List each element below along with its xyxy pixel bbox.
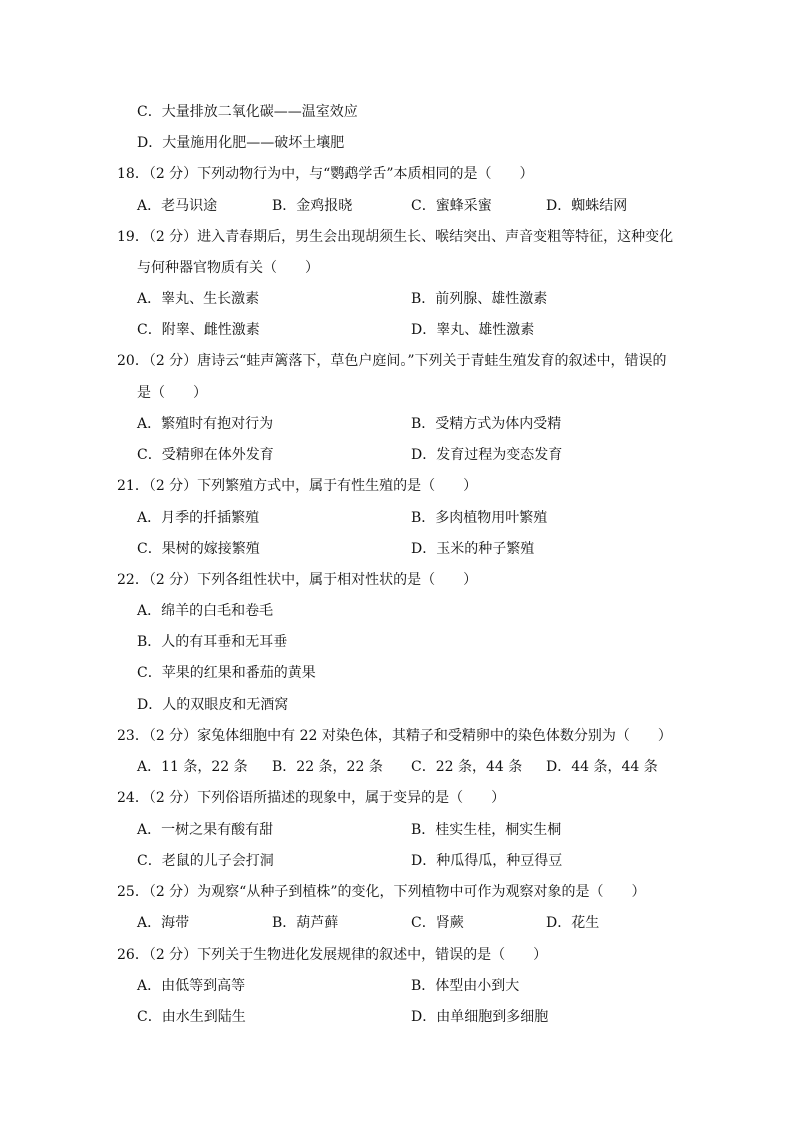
q21-option-a: A．月季的扦插繁殖 (137, 510, 260, 526)
q25-option-d: D．花生 (546, 915, 600, 931)
q20-option-b: B．受精方式为体内受精 (411, 416, 562, 432)
q23-option-c: C．22 条，44 条 (411, 759, 523, 775)
q20-stem-line1: 20．（2 分）唐诗云“蛙声篱落下，草色户庭间。”下列关于青蛙生殖发育的叙述中，错误的 (117, 353, 667, 369)
q25-option-b: B．葫芦藓 (272, 915, 339, 931)
q26-option-b: B．体型由小到大 (411, 978, 520, 994)
q24-option-c: C．老鼠的儿子会打洞 (137, 853, 274, 869)
q18-option-c: C．蜜蜂采蜜 (411, 198, 492, 214)
q20-option-a: A．繁殖时有抱对行为 (137, 416, 274, 432)
q20-stem-line2: 是（ ） (137, 385, 207, 401)
q25-option-c: C．肾蕨 (411, 915, 464, 931)
q18-option-d: D．蜘蛛结网 (546, 198, 628, 214)
q19-stem-line2: 与何种器官物质有关（ ） (137, 260, 319, 276)
q24-option-d: D．种瓜得瓜，种豆得豆 (411, 853, 563, 869)
q20-option-c: C．受精卵在体外发育 (137, 447, 274, 463)
q19-option-d: D．睾丸、雄性激素 (411, 322, 535, 338)
q26-option-a: A．由低等到高等 (137, 978, 246, 994)
q22-option-d: D．人的双眼皮和无酒窝 (137, 697, 289, 713)
q23-option-b: B．22 条，22 条 (272, 759, 383, 775)
q19-option-a: A．睾丸、生长激素 (137, 291, 260, 307)
q23-option-a: A．11 条，22 条 (137, 759, 248, 775)
q19-option-b: B．前列腺、雄性激素 (411, 291, 548, 307)
q21-stem: 21．（2 分）下列繁殖方式中，属于有性生殖的是（ ） (117, 478, 478, 494)
q26-stem: 26．（2 分）下列关于生物进化发展规律的叙述中，错误的是（ ） (117, 947, 548, 963)
q23-option-d: D．44 条，44 条 (546, 759, 658, 775)
q22-option-b: B．人的有耳垂和无耳垂 (137, 634, 288, 650)
q21-option-d: D．玉米的种子繁殖 (411, 541, 535, 557)
q26-option-c: C．由水生到陆生 (137, 1009, 246, 1025)
q26-option-d: D．由单细胞到多细胞 (411, 1009, 549, 1025)
q19-option-c: C．附睾、雌性激素 (137, 322, 260, 338)
q20-option-d: D．发育过程为变态发育 (411, 447, 563, 463)
q23-stem: 23．（2 分）家兔体细胞中有 22 对染色体，其精子和受精卵中的染色体数分别为（ ） (117, 728, 672, 744)
q24-stem: 24．（2 分）下列俗语所描述的现象中，属于变异的是（ ） (117, 790, 506, 806)
q25-option-a: A．海带 (137, 915, 190, 931)
q25-stem: 25．（2 分）为观察“从种子到植株”的变化，下列植物中可作为观察对象的是（ ） (117, 884, 646, 900)
q22-option-c: C．苹果的红果和番茄的黄果 (137, 665, 316, 681)
q17-option-d: D．大量施用化肥——破坏土壤肥 (137, 135, 345, 151)
q18-option-b: B．金鸡报晓 (272, 198, 353, 214)
q22-option-a: A．绵羊的白毛和卷毛 (137, 603, 274, 619)
q21-option-b: B．多肉植物用叶繁殖 (411, 510, 548, 526)
q17-option-c: C．大量排放二氧化碳——温室效应 (137, 104, 358, 120)
q22-stem: 22．（2 分）下列各组性状中，属于相对性状的是（ ） (117, 572, 478, 588)
q24-option-a: A．一树之果有酸有甜 (137, 822, 274, 838)
q19-stem-line1: 19．（2 分）进入青春期后，男生会出现胡须生长、喉结突出、声音变粗等特征，这种变化 (117, 229, 674, 245)
q24-option-b: B．桂实生桂，桐实生桐 (411, 822, 562, 838)
q21-option-c: C．果树的嫁接繁殖 (137, 541, 260, 557)
q18-stem: 18．（2 分）下列动物行为中，与“鹦鹉学舌”本质相同的是（ ） (117, 166, 534, 182)
q18-option-a: A．老马识途 (137, 198, 218, 214)
